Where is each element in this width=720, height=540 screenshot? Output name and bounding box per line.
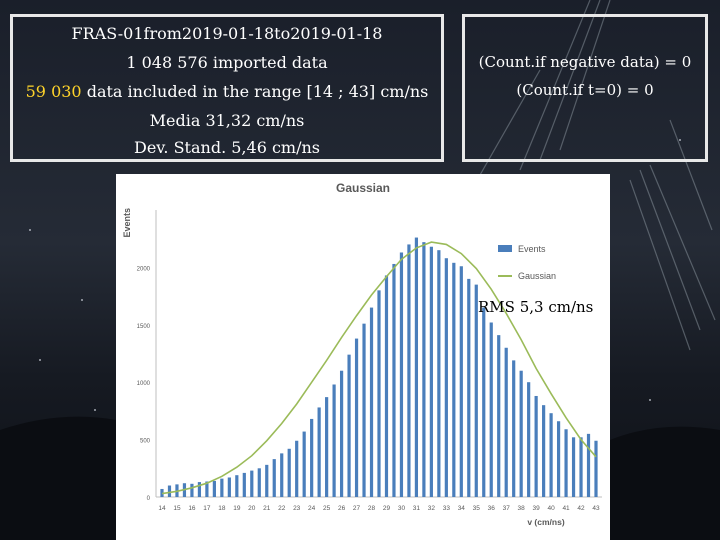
x-tick-label: 20 [248, 505, 256, 512]
info-mean: Media 31,32 cm/ns [149, 111, 305, 130]
event-bar [505, 348, 508, 497]
event-bar [325, 397, 328, 497]
x-tick-label: 41 [562, 505, 570, 512]
x-axis-label: v (cm/ns) [527, 517, 565, 527]
y-tick-label: 2000 [136, 266, 150, 273]
event-bar [482, 308, 485, 497]
event-bar [490, 323, 493, 497]
event-bar [579, 437, 582, 497]
x-tick-label: 16 [188, 505, 196, 512]
x-tick-label: 17 [203, 505, 211, 512]
event-bar [557, 421, 560, 497]
x-tick-label: 38 [517, 505, 525, 512]
event-bar [497, 335, 500, 497]
event-bar [385, 275, 388, 497]
statistics-info-box [10, 14, 444, 162]
event-bar [407, 244, 410, 497]
event-bar [273, 459, 276, 497]
event-bar [168, 486, 171, 497]
event-bar [288, 449, 291, 497]
x-tick-label: 29 [382, 505, 391, 512]
x-tick-label: 15 [173, 505, 181, 512]
count-zero: (Count.if t=0) = 0 [516, 81, 654, 99]
event-bar [437, 250, 440, 497]
x-tick-label: 36 [487, 505, 495, 512]
x-tick-label: 14 [158, 505, 166, 512]
x-tick-label: 25 [323, 505, 331, 512]
event-bar [333, 384, 336, 497]
event-bar [550, 413, 553, 497]
event-bar [235, 475, 238, 497]
x-tick-label: 42 [577, 505, 585, 512]
x-tick-label: 21 [263, 505, 271, 512]
x-tick-label: 28 [367, 505, 376, 512]
event-bar [460, 266, 463, 497]
event-bar [243, 473, 246, 497]
info-included-count: 59 030 [25, 82, 82, 101]
event-bar [430, 247, 433, 497]
event-bar [422, 242, 425, 497]
y-tick-label: 0 [146, 496, 150, 502]
event-bar [303, 432, 306, 497]
event-bar [355, 339, 358, 497]
chart-title: Gaussian [335, 181, 391, 195]
event-bar [265, 465, 268, 497]
event-bar [370, 308, 373, 497]
counts-info-box [462, 14, 708, 162]
event-bar [415, 238, 418, 497]
gaussian-chart [116, 174, 610, 540]
x-tick-label: 32 [427, 505, 435, 512]
event-bar [542, 405, 545, 497]
x-tick-label: 43 [592, 505, 600, 512]
event-bar [512, 360, 515, 497]
event-bar [587, 434, 590, 497]
x-tick-label: 23 [293, 505, 301, 512]
event-bar [535, 396, 538, 497]
event-bar [400, 252, 403, 497]
event-bar [295, 441, 298, 497]
x-tick-label: 33 [442, 505, 450, 512]
x-tick-label: 35 [472, 505, 480, 512]
rms-label: RMS 5,3 cm/ns [478, 298, 594, 316]
event-bar [198, 482, 201, 497]
event-bar [310, 419, 313, 497]
x-tick-label: 19 [233, 505, 241, 512]
y-tick-label: 1500 [136, 323, 150, 330]
event-bar [392, 264, 395, 497]
legend-events-label: Events [518, 244, 546, 254]
x-tick-label: 26 [337, 505, 346, 512]
event-bar [467, 279, 470, 497]
event-bar [520, 371, 523, 497]
x-tick-label: 39 [532, 505, 540, 512]
event-bar [527, 382, 530, 497]
event-bar [190, 484, 193, 497]
x-tick-label: 24 [308, 505, 316, 512]
event-bar [377, 290, 380, 497]
info-included [13, 82, 441, 101]
event-bar [594, 441, 597, 497]
event-bar [340, 371, 343, 497]
x-tick-label: 40 [547, 505, 555, 512]
x-tick-label: 31 [412, 505, 421, 512]
chart-panel [116, 174, 610, 540]
event-bar [258, 468, 261, 497]
y-axis-label: Events [122, 208, 132, 238]
info-title: FRAS-01from2019-01-18to2019-01-18 [71, 24, 383, 43]
y-tick-label: 500 [139, 438, 150, 445]
event-bar [564, 429, 567, 497]
event-bar [220, 479, 223, 497]
count-negative: (Count.if negative data) = 0 [478, 53, 692, 71]
event-bar [572, 437, 575, 497]
x-tick-label: 34 [457, 505, 465, 512]
event-bar [347, 355, 350, 497]
legend-events-swatch [498, 245, 512, 252]
event-bar [318, 407, 321, 497]
event-bar [250, 471, 253, 497]
event-bar [280, 453, 283, 497]
event-bar [362, 324, 365, 497]
event-bar [445, 258, 448, 497]
event-bar [213, 481, 216, 497]
x-tick-label: 30 [397, 505, 406, 512]
event-bar [475, 285, 478, 497]
x-tick-label: 22 [278, 505, 286, 512]
info-imported: 1 048 576 imported data [126, 53, 328, 72]
x-tick-label: 27 [352, 505, 361, 512]
legend-gaussian-label: Gaussian [518, 271, 557, 281]
info-std-dev: Dev. Stand. 5,46 cm/ns [133, 138, 320, 157]
x-tick-label: 37 [502, 505, 510, 512]
event-bar [228, 477, 231, 497]
y-tick-label: 1000 [136, 381, 150, 388]
info-included-text: data included in the range [14 ; 43] cm/ns [81, 82, 429, 101]
event-bar [452, 263, 455, 497]
x-tick-label: 18 [218, 505, 226, 512]
